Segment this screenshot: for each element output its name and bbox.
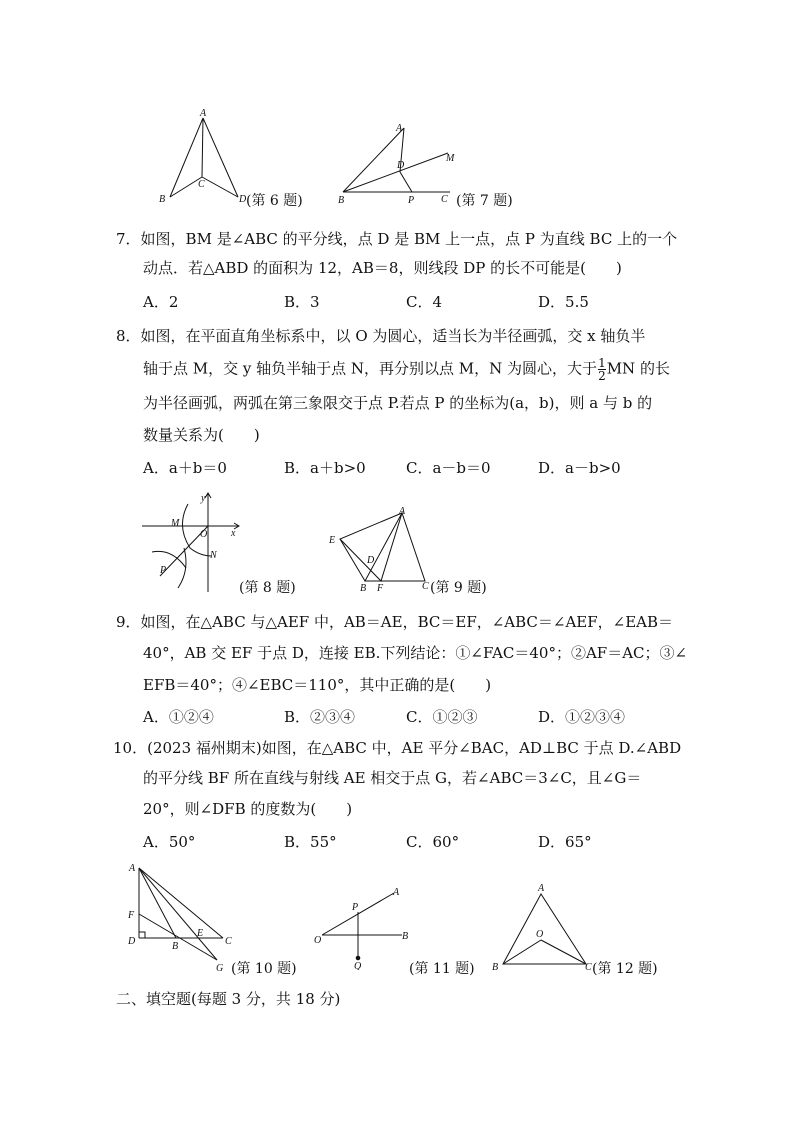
q8-option-a: A．a＋b＝0 [143, 459, 227, 477]
figure-q10 [122, 858, 237, 976]
fig7-label-M: M [446, 153, 455, 164]
q7-line-1: 7．如图，BM 是∠ABC 的平分线，点 D 是 BM 上一点，点 P 为直线 BC 上的一个 [116, 230, 678, 248]
fig8-label-O: O [200, 529, 208, 540]
q10-line-1: 10．(2023 福州期末)如图，在△ABC 中，AE 平分∠BAC，AD⊥BC 于点 D.∠ABD [113, 739, 682, 757]
fig10-label-F: F [128, 910, 135, 921]
q8-frac-den: 2 [598, 369, 606, 383]
fig7-label-B: B [338, 195, 345, 206]
fig9-label-B: B [360, 583, 367, 593]
q10-line-2: 的平分线 BF 所在直线与射线 AE 相交于点 G，若∠ABC＝3∠C，且∠G＝ [143, 769, 642, 787]
fig8-label-x: x [231, 528, 236, 539]
fig10-label-G: G [216, 963, 224, 974]
fig8-label-M: M [171, 518, 180, 529]
q9-line-3: EFB＝40°；④∠EBC＝110°，其中正确的是( ) [143, 676, 492, 694]
q9-line-1: 9．如图，在△ABC 与△AEF 中，AB＝AE，BC＝EF，∠ABC＝∠AEF，∠EAB＝ [116, 613, 674, 631]
fig7-label-A: A [396, 123, 403, 134]
fig11-label-Q: Q [354, 961, 362, 970]
fig10-caption: (第 10 题) [231, 961, 297, 977]
figure-q7 [333, 118, 458, 208]
fig9-label-E: E [329, 535, 336, 546]
fig11-label-A: A [393, 887, 400, 898]
q9-line-2: 40°，AB 交 EF 于点 D，连接 EB.下列结论：①∠FAC＝40°；②AF＝AC；③∠ [143, 644, 688, 662]
q7-option-b: B．3 [284, 293, 320, 311]
fig6-label-A: A [200, 108, 207, 119]
fig7-label-C: C [441, 194, 448, 205]
figure-q8 [138, 490, 248, 595]
fig12-caption: (第 12 题) [592, 961, 658, 977]
fig10-label-E: E [197, 928, 204, 939]
figure-q9 [325, 503, 440, 593]
q10-option-c: C．60° [406, 833, 460, 851]
q9-option-d: D．①②③④ [538, 708, 626, 726]
fig12-label-A: A [538, 883, 545, 894]
fig6-label-B: B [159, 194, 166, 205]
q8-line-1: 8．如图，在平面直角坐标系中，以 O 为圆心，适当长为半径画弧，交 x 轴负半 [116, 327, 646, 345]
fig10-label-C: C [225, 936, 232, 947]
q8-option-d: D．a－b>0 [538, 459, 621, 477]
q7-option-a: A．2 [143, 293, 179, 311]
fig10-label-A: A [129, 863, 136, 874]
q10-option-a: A．50° [143, 833, 196, 851]
q8-line-2a: 轴于点 M，交 y 轴负半轴于点 N，再分别以点 M，N 为圆心，大于 [143, 359, 598, 378]
q9-option-c: C．①②③ [406, 708, 478, 726]
q10-option-d: D．65° [538, 833, 592, 851]
q9-option-b: B．②③④ [284, 708, 356, 726]
fig8-label-y: y [201, 493, 206, 504]
q10-line-3: 20°，则∠DFB 的度数为( ) [143, 800, 353, 818]
fig11-label-B: B [402, 931, 409, 942]
fig9-label-C: C [422, 581, 429, 592]
fig6-label-C: C [198, 179, 205, 190]
fig8-label-N: N [210, 550, 217, 561]
figure-q11 [310, 885, 415, 970]
fig9-label-F: F [377, 583, 384, 593]
q8-line-4: 数量关系为( ) [143, 426, 260, 444]
fig6-caption: (第 6 题) [246, 193, 303, 209]
fig9-label-A: A [399, 506, 406, 517]
q8-option-b: B．a＋b>0 [284, 459, 366, 477]
q9-option-a: A．①②④ [143, 708, 214, 726]
section-2-heading: 二、填空题(每题 3 分，共 18 分) [116, 990, 341, 1008]
fig11-label-O: O [314, 935, 322, 946]
q7-option-d: D．5.5 [538, 293, 589, 311]
q7-line-2: 动点．若△ABD 的面积为 12，AB＝8，则线段 DP 的长不可能是( ) [143, 259, 622, 277]
fig10-label-D: D [128, 936, 136, 947]
fig9-label-D: D [367, 555, 375, 566]
figure-q12 [488, 878, 598, 973]
fig7-label-P: P [408, 195, 415, 206]
fig11-label-P: P [352, 902, 359, 913]
q8-fraction-half [598, 357, 606, 382]
fig12-label-C: C [585, 962, 592, 973]
q8-frac-num: 1 [598, 356, 606, 370]
fig11-caption: (第 11 题) [409, 961, 475, 977]
fig8-caption: (第 8 题) [239, 580, 296, 596]
fig9-caption: (第 9 题) [430, 580, 487, 596]
q8-line-2 [143, 357, 670, 382]
q10-option-b: B．55° [284, 833, 337, 851]
q8-option-c: C．a－b＝0 [406, 459, 491, 477]
fig12-label-B: B [492, 962, 499, 973]
fig10-label-B: B [172, 941, 179, 952]
q8-line-2b: MN 的长 [606, 359, 670, 378]
q7-option-c: C．4 [406, 293, 443, 311]
fig6-label-D: D [239, 194, 247, 205]
q8-line-3: 为半径画弧，两弧在第三象限交于点 P.若点 P 的坐标为(a，b)，则 a 与 b 的 [143, 394, 653, 412]
fig12-label-O: O [536, 929, 544, 940]
fig7-caption: (第 7 题) [456, 193, 513, 209]
fig8-label-P: P [160, 565, 167, 576]
fig7-label-D: D [397, 160, 405, 171]
